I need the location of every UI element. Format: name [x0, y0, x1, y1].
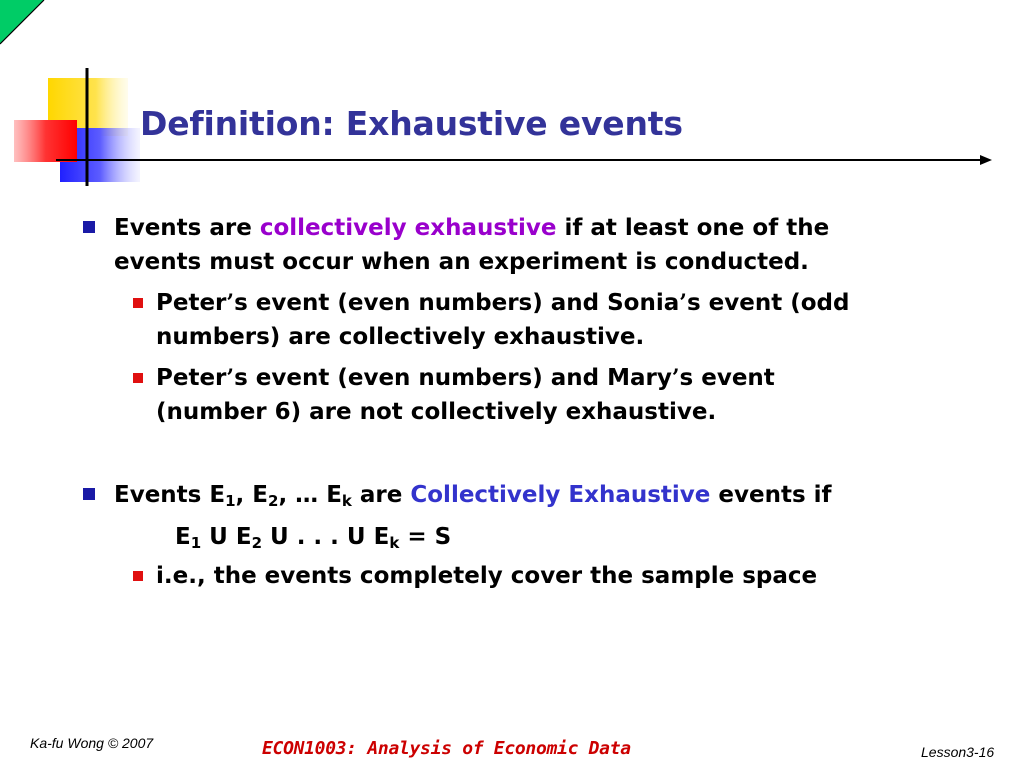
text-run: Events E: [114, 482, 226, 508]
text-run: s event: [679, 365, 775, 391]
bullet-line: [114, 211, 829, 245]
subscript: k: [341, 492, 352, 510]
union-formula: [175, 520, 451, 554]
text-run: Peter: [156, 290, 227, 316]
apostrophe: ’: [679, 290, 687, 316]
footer-slide-number: Lesson3-16: [921, 744, 995, 760]
text-run: events if: [710, 482, 832, 508]
footer-author: Ka-fu Wong © 2007: [30, 735, 154, 751]
slide-title: Definition: Exhaustive events: [140, 104, 683, 143]
bullet-line: numbers) are collectively exhaustive.: [156, 324, 645, 350]
sub-bullet-cover-sample-space: i.e., the events completely cover the sample space: [156, 563, 818, 589]
subscript: 1: [225, 492, 236, 510]
text-run: s event (even numbers) and Mary: [234, 365, 672, 391]
apostrophe: ’: [226, 365, 235, 391]
text-run: , E: [235, 482, 268, 508]
apostrophe: ’: [226, 290, 235, 316]
text-run: U . . . U E: [262, 524, 390, 550]
subscript: 2: [268, 492, 279, 510]
highlight-term: collectively exhaustive: [259, 215, 557, 241]
bullet-line: (number 6) are not collectively exhaustive.: [156, 399, 717, 425]
highlight-term: Collectively Exhaustive: [410, 482, 711, 508]
text-run: E: [175, 524, 191, 550]
sub-bullet-peter-sonia: [156, 286, 849, 354]
subscript: k: [389, 534, 400, 552]
bullet-square-icon: [83, 488, 95, 500]
title-decoration-squares: [0, 0, 150, 200]
bullet-square-icon: [83, 221, 95, 233]
text-run: Events are: [114, 215, 260, 241]
subscript: 2: [251, 534, 262, 552]
text-run: s event (even numbers) and Sonia: [234, 290, 680, 316]
text-run: , … E: [278, 482, 342, 508]
bullet-events-e1-ek: [114, 478, 832, 512]
text-run: = S: [399, 524, 452, 550]
bullet-line: [156, 361, 775, 395]
title-underline-arrow: [56, 150, 996, 170]
sub-bullet-square-icon: [133, 298, 143, 308]
sub-bullet-peter-mary: [156, 361, 775, 429]
apostrophe: ’: [671, 365, 680, 391]
bullet-line: events must occur when an experiment is conducted.: [114, 249, 809, 275]
text-run: are: [351, 482, 411, 508]
footer-course-title: ECON1003: Analysis of Economic Data: [262, 738, 631, 759]
text-run: s event (odd: [686, 290, 850, 316]
text-run: Peter: [156, 365, 227, 391]
text-run: if at least one of the: [556, 215, 830, 241]
subscript: 1: [190, 534, 202, 552]
sub-bullet-square-icon: [133, 571, 143, 581]
bullet-line: [156, 286, 849, 320]
text-run: U E: [201, 524, 252, 550]
bullet-events-collectively-exhaustive: [114, 211, 829, 279]
sub-bullet-square-icon: [133, 373, 143, 383]
